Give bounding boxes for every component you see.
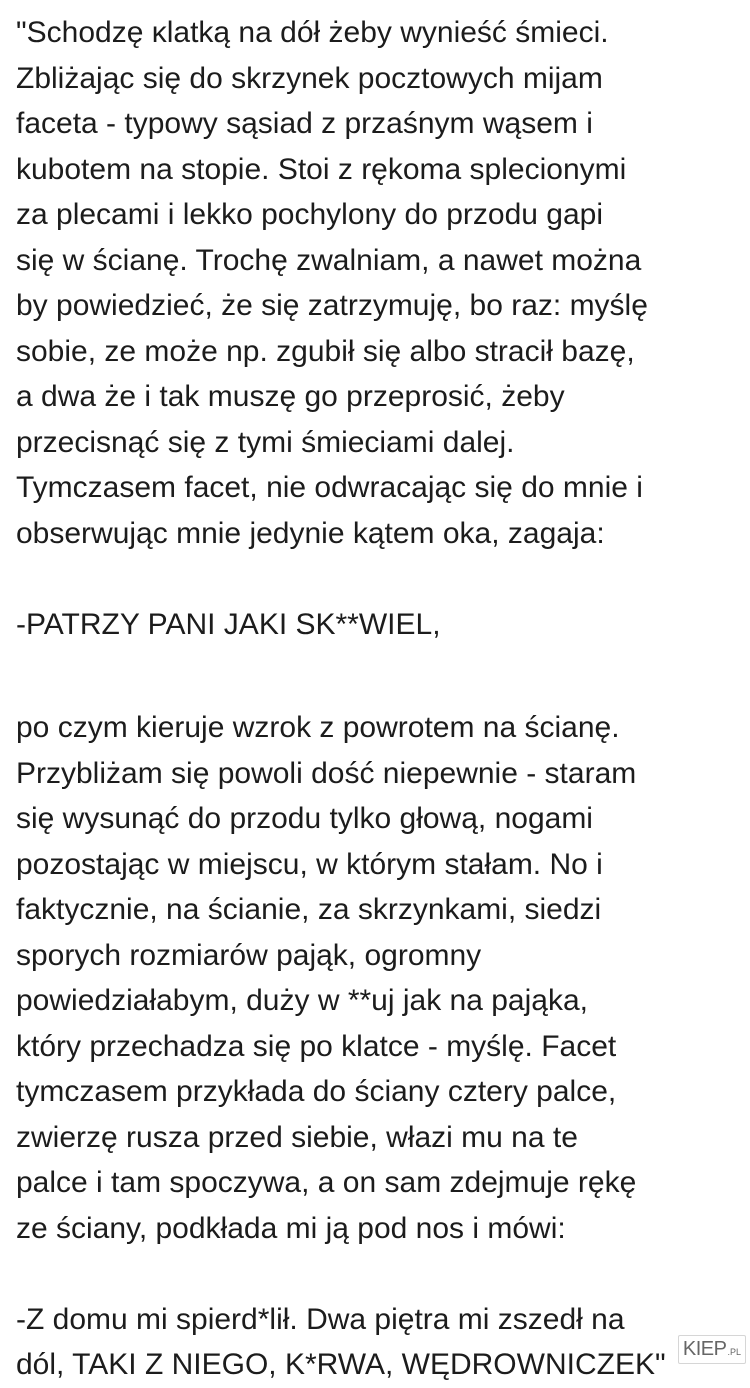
text-line: a dwa że i tak muszę go przeprosić, żeby — [16, 380, 565, 413]
text-line: się w ścianę. Trochę zwalniam, a nawet można — [16, 243, 642, 277]
text-line: ze ściany, podkłada mi ją pod nos i mówi: — [16, 1211, 566, 1245]
text-line: powiedziałabym, duży w **uj jak na pająka, — [16, 984, 588, 1017]
text-line: Zbliżając się do skrzynek pocztowych mijam — [16, 61, 603, 95]
paragraph-spacer — [16, 556, 744, 602]
text-line: -Z domu mi spierd*lił. Dwa piętra mi zszedł na — [16, 1302, 625, 1336]
text-line: sporych rozmiarów pająk, ogromny — [16, 938, 482, 972]
paragraph-1 — [16, 10, 744, 556]
text-line: "Schodzę ĸlatką na dół żeby wynieść śmieci. — [16, 16, 609, 49]
text-line: tymczasem przykłada do ściany cztery palce, — [16, 1075, 617, 1108]
paragraph-4-dialogue — [16, 1297, 744, 1388]
site-watermark-logo — [678, 1335, 746, 1364]
text-line: dól, TAKI Z NIEGO, K*RWA, WĘDROWNICZEK" — [16, 1348, 666, 1381]
text-line: obserwując mnie jedynie kątem oka, zagaja: — [16, 516, 605, 550]
watermark-domain: .PL — [727, 1347, 741, 1357]
text-line: Przybliżam się powoli dość niepewnie - staram — [16, 756, 637, 790]
text-line: Tymczasem facet, nie odwracając się do mnie i — [16, 471, 643, 504]
text-line: sobie, ze może np. zgubił się albo stracił bazę, — [16, 334, 635, 368]
text-line: za plecami i lekko pochylony do przodu gapi — [16, 198, 604, 231]
text-line: się wysunąć do przodu tylko głową, nogami — [16, 802, 593, 835]
text-line: kubotem na stopie. Stoi z rękoma splecionymi — [16, 152, 627, 186]
text-line: faceta - typowy sąsiad z przaśnym wąsem i — [16, 107, 593, 140]
paragraph-2-dialogue — [16, 602, 744, 648]
text-line: by powiedzieć, że się zatrzymuję, bo raz: myślę — [16, 289, 648, 322]
text-line: -PATRZY PANI JAKI SK**WIEL, — [16, 607, 441, 641]
quote-document — [16, 10, 744, 1388]
paragraph-3 — [16, 705, 744, 1251]
text-line: faktycznie, na ścianie, za skrzynkami, siedzi — [16, 893, 602, 926]
watermark-name: KIEP — [682, 1338, 727, 1360]
text-line: pozostając w miejscu, w którym stałam. No i — [16, 847, 603, 881]
text-line: palce i tam spoczywa, a on sam zdejmuje rękę — [16, 1166, 637, 1199]
text-line: który przechadza się po klatce - myślę. Facet — [16, 1029, 617, 1063]
text-line: zwierzę rusza przed siebie, włazi mu na te — [16, 1120, 578, 1154]
paragraph-spacer — [16, 1251, 744, 1297]
paragraph-spacer — [16, 647, 744, 705]
text-line: przecisnąć się z tymi śmieciami dalej. — [16, 425, 515, 459]
text-line: po czym kieruje wzrok z powrotem na ścianę. — [16, 711, 620, 744]
